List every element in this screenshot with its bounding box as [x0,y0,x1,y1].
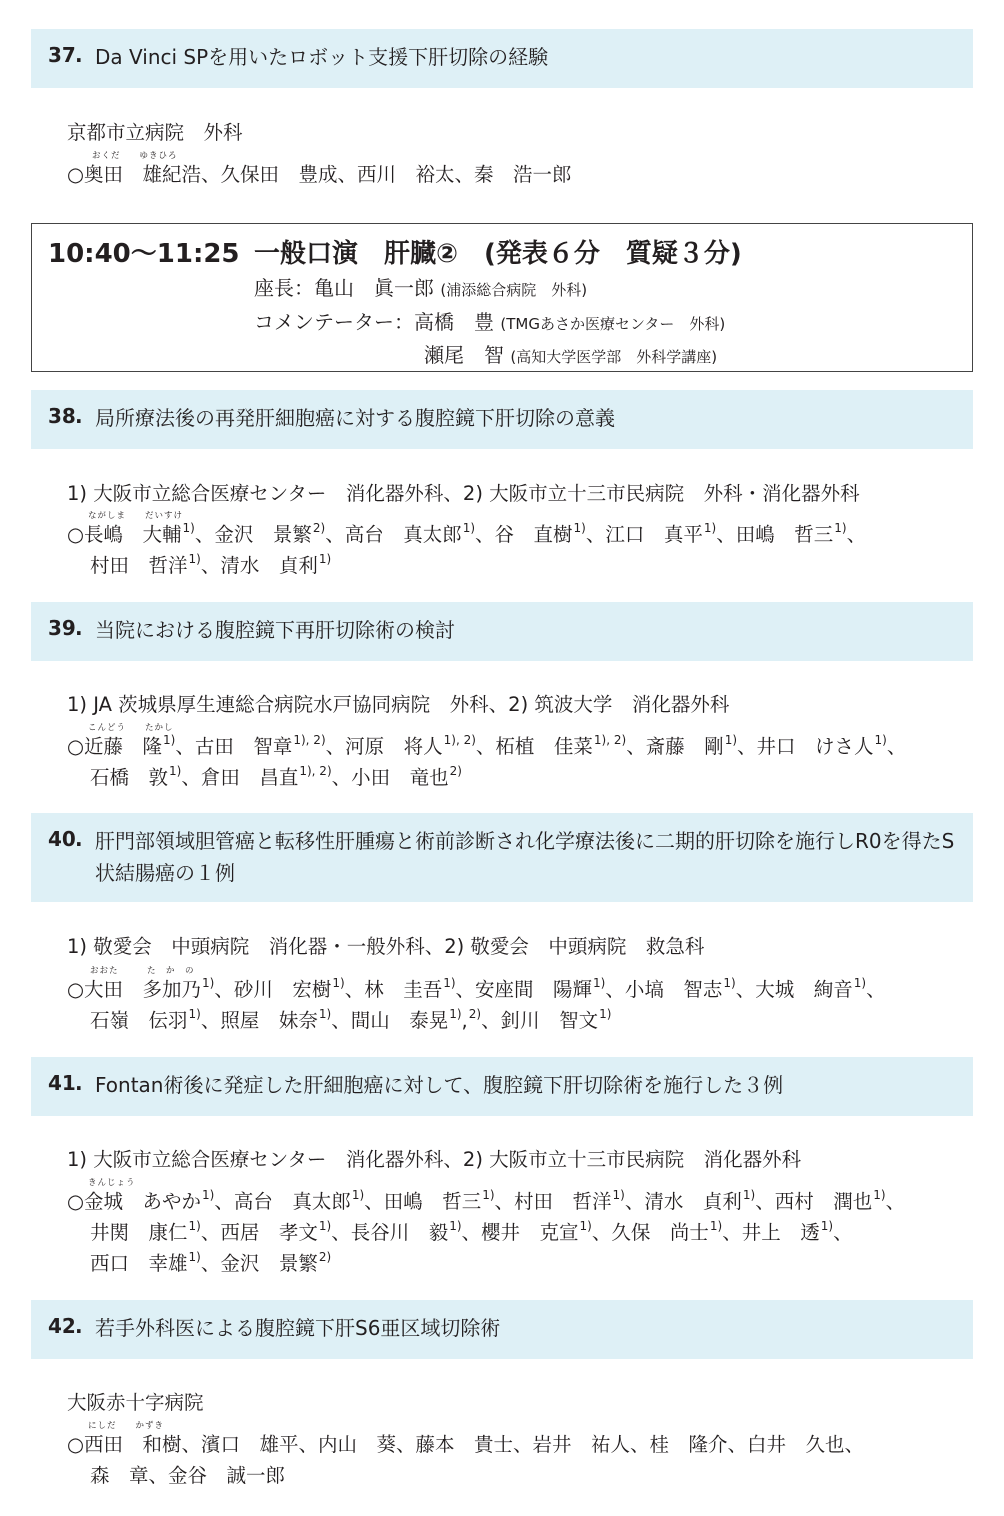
commentator2-name: 瀬尾 智 [424,343,504,367]
commentator-affiliation: (TMGあさか医療センター 外科) [500,315,726,333]
session-box [31,223,973,372]
abstract-number: 41 [48,1071,76,1095]
affiliation: 1) JA 茨城県厚生連総合病院水戸協同病院 外科、2) 筑波大学 消化器外科 [67,693,730,716]
authors-line: ○西田 和樹、濱口 雄平、内山 葵、藤本 貴士、岩井 祐人、桂 隆介、白井 久也、 [67,1433,865,1456]
authors-line: 井関 康仁$^{1)}$、西居 孝文$^{1)}$、長谷川 毅$^{1)}$、櫻井 克宣$^{1)}$、久保 尚士$^{1)}$、井上 透$^{1)}$、 [90,1219,853,1244]
furigana: こんどう たかし [88,723,174,733]
furigana: きんじょう [88,1178,136,1188]
affiliation: 1) 大阪市立総合医療センター 消化器外科、2) 大阪市立十三市民病院 外科・消化器外科 [67,482,860,505]
authors-line: ○奥田 雄紀浩、久保田 豊成、西川 裕太、秦 浩一郎 [67,163,572,186]
abstract-title: Fontan術後に発症した肝細胞癌に対して、腹腔鏡下肝切除術を施行した３例 [95,1073,784,1097]
furigana: にしだ かずき [88,1421,165,1431]
authors-line: 西口 幸雄$^{1)}$、金沢 景繁$^{2)}$ [90,1250,332,1275]
abstract-title: 肝門部領域胆管癌と転移性肝腫瘍と術前診断され化学療法後に二期的肝切除を施行しR0を得たS状結腸癌の１例 [95,829,955,885]
commentator2-affiliation: (高知大学医学部 外科学講座) [510,348,718,366]
abstract-header-41 [31,1057,973,1116]
abstract-header-37 [31,29,973,88]
furigana: おおた た か の [90,966,195,976]
abstract-number: 38 [48,404,76,428]
authors-line: ○長嶋 大輔$^{1)}$、金沢 景繁$^{2)}$、高台 真太郎$^{1)}$、谷 直樹$^{1)}$、江口 真平$^{1)}$、田嶋 哲三$^{1)}$、 [67,521,867,546]
commentator2-line [424,339,717,368]
number-dot: . [75,827,83,851]
number-dot: . [75,43,83,67]
affiliation: 大阪赤十字病院 [67,1391,204,1414]
authors-line: ○大田 多加乃$^{1)}$、砂川 宏樹$^{1)}$、林 圭吾$^{1)}$、安座間 陽輝$^{1)}$、小塙 智志$^{1)}$、大城 絢音$^{1)}$、 [67,976,886,1001]
number-dot: . [75,1314,83,1338]
furigana: ながしま だいすけ [88,511,184,521]
furigana: おくだ ゆきひろ [92,151,178,161]
session-title: 一般口演 肝臓② (発表６分 質疑３分) [254,239,742,269]
abstract-number: 42 [48,1314,76,1338]
abstract-number: 40 [48,827,76,851]
affiliation: 京都市立病院 外科 [67,121,243,144]
abstract-header-39 [31,602,973,661]
authors-line: 石橋 敦$^{1)}$、倉田 昌直$^{1), 2)}$、小田 竜也$^{2)}$ [90,764,462,789]
commentator-line [254,306,725,335]
session-time: 10:40～11:25 [48,239,240,269]
chair-line [254,272,587,301]
authors-line: 石嶺 伝羽$^{1)}$、照屋 妹奈$^{1)}$、間山 泰晃$^{1)}$,$^{2)}$、釗川 智文$^{1)}$ [90,1007,612,1032]
abstract-header-40 [31,813,973,902]
chair-label: 座長：亀山 眞一郎 [254,276,434,300]
number-dot: . [75,404,83,428]
number-dot: . [75,1071,83,1095]
abstract-title: 当院における腹腔鏡下再肝切除術の検討 [95,618,455,642]
commentator-label: コメンテーター：高橋 豊 [254,310,494,334]
authors-line: 森 章、金谷 誠一郎 [90,1464,286,1487]
chair-affiliation: (浦添総合病院 外科) [440,281,588,299]
authors-line: 村田 哲洋$^{1)}$、清水 貞利$^{1)}$ [90,552,332,577]
abstract-header-38 [31,390,973,449]
authors-line: ○近藤 隆$^{1)}$、古田 智章$^{1), 2)}$、河原 将人$^{1), 2)}$、柘植 佳菜$^{1), 2)}$、斎藤 剛$^{1)}$、井口 けさ人$^{1)}$、 [67,733,907,758]
abstract-title: 若手外科医による腹腔鏡下肝S6亜区域切除術 [95,1316,501,1340]
abstract-number: 37 [48,43,76,67]
abstract-title: Da Vinci SPを用いたロボット支援下肝切除の経験 [95,45,549,69]
affiliation: 1) 大阪市立総合医療センター 消化器外科、2) 大阪市立十三市民病院 消化器外科 [67,1148,802,1171]
abstract-header-42 [31,1300,973,1359]
affiliation: 1) 敬愛会 中頭病院 消化器・一般外科、2) 敬愛会 中頭病院 救急科 [67,935,705,958]
abstract-number: 39 [48,616,76,640]
number-dot: . [75,616,83,640]
authors-line: ○金城 あやか$^{1)}$、高台 真太郎$^{1)}$、田嶋 哲三$^{1)}$、村田 哲洋$^{1)}$、清水 貞利$^{1)}$、西村 潤也$^{1)}$、 [67,1188,906,1213]
abstract-title: 局所療法後の再発肝細胞癌に対する腹腔鏡下肝切除の意義 [95,406,615,430]
